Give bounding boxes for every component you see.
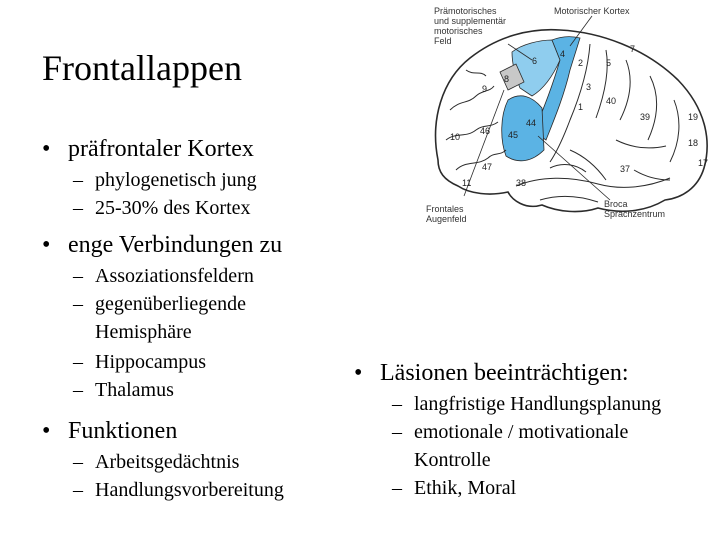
area-number: 2 [578, 58, 584, 68]
area-number: 18 [688, 138, 699, 148]
sub-bullet-text: phylogenetisch jung [95, 169, 257, 191]
area-number: 3 [586, 82, 592, 92]
sub-bullet-text: Ethik, Moral [414, 477, 517, 499]
sub-bullet: – langfristige Handlungsplanung [392, 393, 662, 415]
sub-bullet-text: Handlungsvorbereitung [95, 479, 284, 501]
bullet-text: präfrontaler Kortex [68, 136, 254, 162]
bullet-verbindungen [42, 230, 282, 260]
bullet-text: Funktionen [68, 418, 178, 444]
label-broca: Sprachzentrum [604, 209, 666, 219]
sub-bullet-text: Assoziationsfeldern [95, 265, 254, 287]
area-number: 38 [516, 178, 527, 188]
label-premotor: Prämotorisches [434, 6, 497, 16]
area-number: 1 [578, 102, 584, 112]
sub-bullet-text: 25-30% des Kortex [95, 197, 251, 219]
area-number: 5 [606, 58, 612, 68]
label-premotor: und supplementär [434, 16, 507, 26]
area-number: 47 [482, 162, 493, 172]
bullet-dot: • [42, 232, 51, 258]
label-broca: Broca [604, 199, 628, 209]
area-number: 44 [526, 118, 537, 128]
sub-bullet: – Thalamus [73, 379, 174, 401]
bullet-dot: • [42, 418, 51, 444]
label-frontal-eye-field: Frontales [426, 204, 464, 214]
sub-bullet: – Hippocampus [73, 351, 207, 373]
sub-bullet-text: langfristige Handlungsplanung [414, 393, 662, 415]
sub-bullet-text: gegenüberliegende [95, 293, 247, 315]
bullet-dot: • [354, 360, 363, 386]
bullet-text: enge Verbindungen zu [68, 232, 283, 258]
area-broca-highlight [502, 96, 544, 161]
sub-bullet-text: Hippocampus [95, 351, 207, 373]
label-premotor: motorisches [434, 26, 483, 36]
area-number: 46 [480, 126, 491, 136]
label-premotor: Feld [434, 36, 452, 46]
sub-bullet: – gegenüberliegende [73, 293, 247, 315]
area-number: 6 [532, 56, 538, 66]
area-number: 11 [462, 178, 472, 188]
area-number: 37 [620, 164, 631, 174]
sub-bullet: – emotionale / motivationale [392, 421, 629, 443]
label-motor-cortex: Motorischer Kortex [554, 6, 630, 16]
sub-bullet: – 25-30% des Kortex [73, 197, 251, 219]
area-number: 10 [450, 132, 461, 142]
area-number: 19 [688, 112, 699, 122]
bullet-text: Läsionen beeinträchtigen: [380, 360, 629, 386]
area-number: 7 [630, 44, 636, 54]
area-number: 40 [606, 96, 617, 106]
sub-bullet-text: Thalamus [95, 379, 174, 401]
sub-bullet: – phylogenetisch jung [73, 169, 257, 191]
area-number: 45 [508, 130, 519, 140]
sub-bullet: – Assoziationsfeldern [73, 265, 254, 287]
sub-bullet: – Arbeitsgedächtnis [73, 451, 240, 473]
area-number: 4 [560, 49, 566, 59]
bullet-laesionen [354, 358, 629, 388]
sub-bullet-continuation: Hemisphäre [95, 321, 192, 343]
area-number: 9 [482, 84, 488, 94]
area-number: 39 [640, 112, 651, 122]
sub-bullet-text: Arbeitsgedächtnis [95, 451, 240, 473]
area-number: 8 [504, 74, 510, 84]
bullet-dot: • [42, 136, 51, 162]
brain-illustration [420, 0, 720, 230]
sub-bullet: – Handlungsvorbereitung [73, 479, 284, 501]
bullet-funktionen [42, 416, 177, 446]
label-frontal-eye-field: Augenfeld [426, 214, 467, 224]
bullet-praefrontaler-kortex [42, 134, 254, 164]
sub-bullet: – Ethik, Moral [392, 477, 517, 499]
sub-bullet-continuation: Kontrolle [414, 449, 491, 471]
slide-title: Frontallappen [42, 48, 242, 88]
sub-bullet-text: emotionale / motivationale [414, 421, 629, 443]
area-number: 17 [698, 158, 709, 168]
